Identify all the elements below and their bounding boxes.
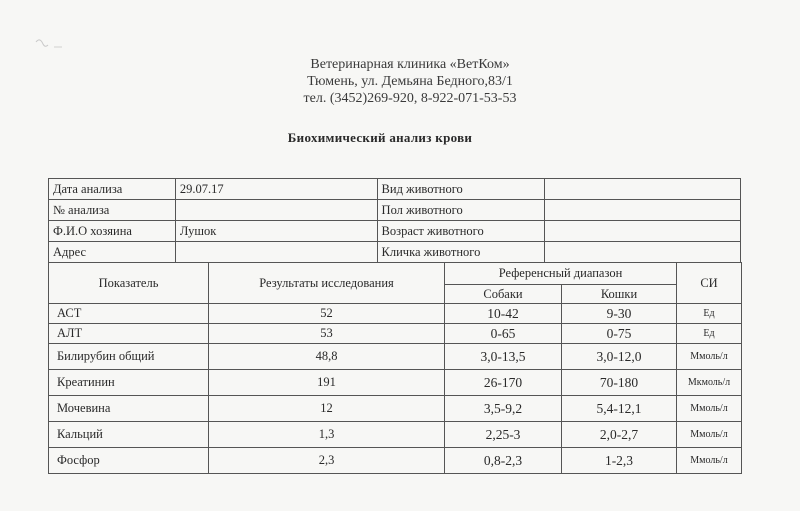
col-header-cats: Кошки [562,285,677,304]
parameter-name: АЛТ [49,324,209,344]
table-row [49,422,742,448]
info-value [545,221,741,242]
unit: Ед [677,324,742,344]
col-header-result: Результаты исследования [209,263,445,304]
ref-cats: 2,0-2,7 [562,422,677,448]
patient-info-table [48,178,741,263]
clinic-name: Ветеринарная клиника «ВетКом» [310,57,510,72]
result-value: 52 [209,304,445,324]
table-row [49,448,742,474]
col-header-reference: Референсный диапазон [445,263,677,285]
result-value: 48,8 [209,344,445,370]
col-header-parameter: Показатель [49,263,209,304]
clinic-phone: тел. (3452)269-920, 8-922-071-53-53 [303,91,517,106]
table-row [49,396,742,422]
info-label: Пол животного [377,200,545,221]
info-row [49,221,741,242]
ref-dogs: 26-170 [445,370,562,396]
ref-cats: 5,4-12,1 [562,396,677,422]
info-label: Возраст животного [377,221,545,242]
ref-dogs: 2,25-3 [445,422,562,448]
ref-dogs: 0-65 [445,324,562,344]
pen-mark-scribble [34,36,68,52]
ref-cats: 70-180 [562,370,677,396]
parameter-name: Фосфор [49,448,209,474]
result-value: 2,3 [209,448,445,474]
unit: Ммоль/л [677,422,742,448]
parameter-name: Билирубин общий [49,344,209,370]
info-label: № анализа [49,200,176,221]
ref-cats: 1-2,3 [562,448,677,474]
parameter-name: АСТ [49,304,209,324]
ref-dogs: 10-42 [445,304,562,324]
unit: Ед [677,304,742,324]
unit: Ммоль/л [677,396,742,422]
col-header-units: СИ [677,263,742,304]
result-value: 53 [209,324,445,344]
unit: Ммоль/л [677,448,742,474]
unit: Ммоль/л [677,344,742,370]
ref-cats: 3,0-12,0 [562,344,677,370]
info-label: Кличка животного [377,242,545,263]
result-value: 12 [209,396,445,422]
ref-dogs: 3,0-13,5 [445,344,562,370]
document-title: Биохимический анализ крови [287,130,473,145]
table-row [49,344,742,370]
ref-dogs: 3,5-9,2 [445,396,562,422]
col-header-dogs: Собаки [445,285,562,304]
info-value [545,200,741,221]
results-table [48,262,742,474]
info-value: Лушок [175,221,377,242]
info-label: Вид животного [377,179,545,200]
ref-dogs: 0,8-2,3 [445,448,562,474]
result-value: 1,3 [209,422,445,448]
results-header-row [49,263,742,285]
info-label: Дата анализа [49,179,176,200]
info-value: 29.07.17 [175,179,377,200]
info-label: Ф.И.О хозяина [49,221,176,242]
parameter-name: Мочевина [49,396,209,422]
parameter-name: Креатинин [49,370,209,396]
ref-cats: 9-30 [562,304,677,324]
clinic-address: Тюмень, ул. Демьяна Бедного,83/1 [307,74,513,89]
parameter-name: Кальций [49,422,209,448]
info-value [175,200,377,221]
info-value [545,242,741,263]
table-row [49,304,742,324]
info-value [175,242,377,263]
table-row [49,370,742,396]
info-row [49,200,741,221]
info-value [545,179,741,200]
clinic-header [0,56,800,107]
info-row [49,179,741,200]
unit: Мкмоль/л [677,370,742,396]
info-label: Адрес [49,242,176,263]
info-row [49,242,741,263]
ref-cats: 0-75 [562,324,677,344]
table-row [49,324,742,344]
result-value: 191 [209,370,445,396]
